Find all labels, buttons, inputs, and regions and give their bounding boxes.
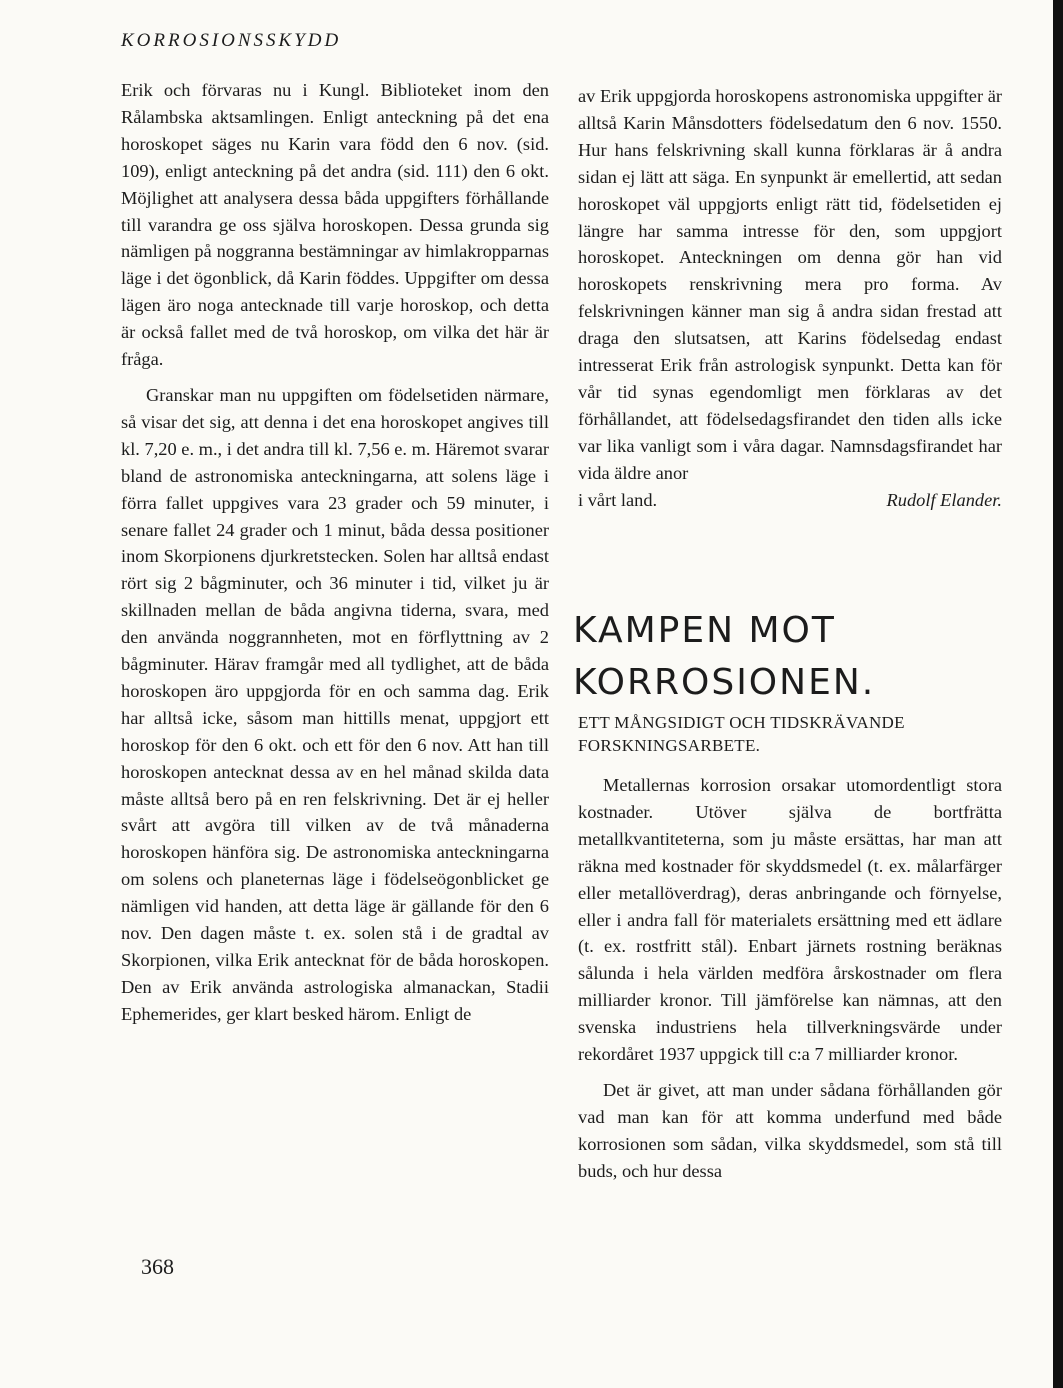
signature-line — [578, 487, 1002, 514]
article-subtitle: ETT MÅNGSIDIGT OCH TIDSKRÄVANDE FORSKNINGSARBETE. — [578, 713, 905, 755]
body-paragraph: Erik och förvaras nu i Kungl. Biblioteket inom den Rålambska aktsamlingen. Enligt anteckning på det ena horoskopet säges nu Karin vara född den 6 nov. (sid. 109), enligt anteckning på det andra (sid. 111) den 6 okt. Möjlighet att analysera dessa båda uppgifters förhållande till varandra ge oss själva horoskopen. Dessa grunda sig nämligen på noggranna bestämningar av himlakropparnas läge i det ögonblick, då Karin föddes. Uppgifter om dessa lägen äro noga antecknade till varje horoskop, och detta är också fallet med de två horoskop, om vilka det här är fråga. — [121, 80, 549, 370]
body-paragraph: av Erik uppgjorda horoskopens astronomiska uppgifter är alltså Karin Månsdotters födelsedatum den 6 nov. 1550. Hur hans felskrivning skall kunna förklaras är å andra sidan ej lätt att säga. En synpunkt är emellertid, att sedan horoskopet väl uppgjorts enligt rätt tid, födelsetiden ej längre har samma intresse för den, som uppgjort horoskopet. Anteckningen om denna gör han vid horoskopets renskrivning mera pro forma. Av felskrivningen känner man sig å andra sidan frestad att draga den slutsatsen, att Karins födelsedag endast intresserat Erik från astrologisk synpunkt. Detta kan för vår tid synas egendomligt men förklaras av det förhållandet, att födelsedagsfirandet den tiden alls icke var lika vanligt som i våra dagar. Namnsdagsfirandet har vida äldre anor — [578, 86, 1002, 483]
body-paragraph: Metallernas korrosion orsakar utomordentligt stora kostnader. Utöver själva de bortfrätta metallkvantiteterna, som ju måste ersättas, har man att räkna med kostnader för skyddsmedel (t. ex. målarfärger eller metallöverdrag), deras anbringande och förnyelse, eller i andra fall för materialets ersättning med ett ädlare (t. ex. rostfritt stål). Enbart järnets rostning beräknas sålunda i hela världen medföra årskostnader om flera milliarder kronor. Till jämförelse kan nämnas, att den svenska industriens hela tillverkningsvärde under rekordåret 1937 uppgick till c:a 7 milliarder kronor. — [578, 775, 1002, 1065]
closing-text: i vårt land. — [578, 489, 658, 510]
body-paragraph: Det är givet, att man under sådana förhållanden gör vad man kan för att komma underfund med både korrosionen som sådan, vilka skyddsmedel, som stå till buds, och hur dessa — [578, 1079, 1002, 1181]
running-head: KORROSIONSSKYDD — [121, 30, 342, 51]
right-column — [578, 83, 1002, 514]
article-body — [578, 772, 1002, 1185]
author-signature: Rudolf Elander. — [886, 489, 1002, 510]
article-title: KAMPEN MOT KORROSIONEN. — [573, 610, 876, 703]
left-column — [121, 77, 549, 1028]
body-paragraph: Granskar man nu uppgiften om födelsetiden närmare, så visar det sig, att denna i det ena horoskopet angives till kl. 7,20 e. m., i det andra till kl. 7,56 e. m. Häremot svarar bland de astronomiska anteckningarna, att solens läge i förra fallet uppgives vara 23 grader och 59 minuter, i senare fallet 24 grader och 1 minut, båda dessa positioner inom Skorpionens djurkretstecken. Solen har alltså endast rört sig 2 bågminuter, och 36 minuter i tid, vilket ju är skillnaden mellan de båda angivna tiderna, svara, med den använda noggrannheten, mot en förflyttning av 2 bågminuter. Härav framgår med all tydlighet, att de båda horoskopen äro uppgjorda för en och samma dag. Erik har alltså icke, såsom man hittills menat, uppgjort ett horoskop för den 6 okt. och ett för den 6 nov. Att han till horoskopen antecknat dessa av en hel månad skilda data måste alltså bero på en ren felskrivning. Det är ej heller svårt att avgöra till vilken av de två månaderna horoskopen hänföra sig. De astronomiska anteckningarna om solens och planeternas läge i födelseögonblicket ge nämligen vid handen, att detta läge är gällande för den 6 nov. Den dagen måste t. ex. solen stå i de gradtal av Skorpionen, vilka Erik antecknat för de båda horoskopen. Den av Erik använda astrologiska almanackan, Stadii Ephemerides, ger klart besked härom. Enligt de — [121, 384, 549, 1024]
page-number: 368 — [141, 1254, 174, 1279]
scan-edge — [1053, 0, 1063, 1388]
